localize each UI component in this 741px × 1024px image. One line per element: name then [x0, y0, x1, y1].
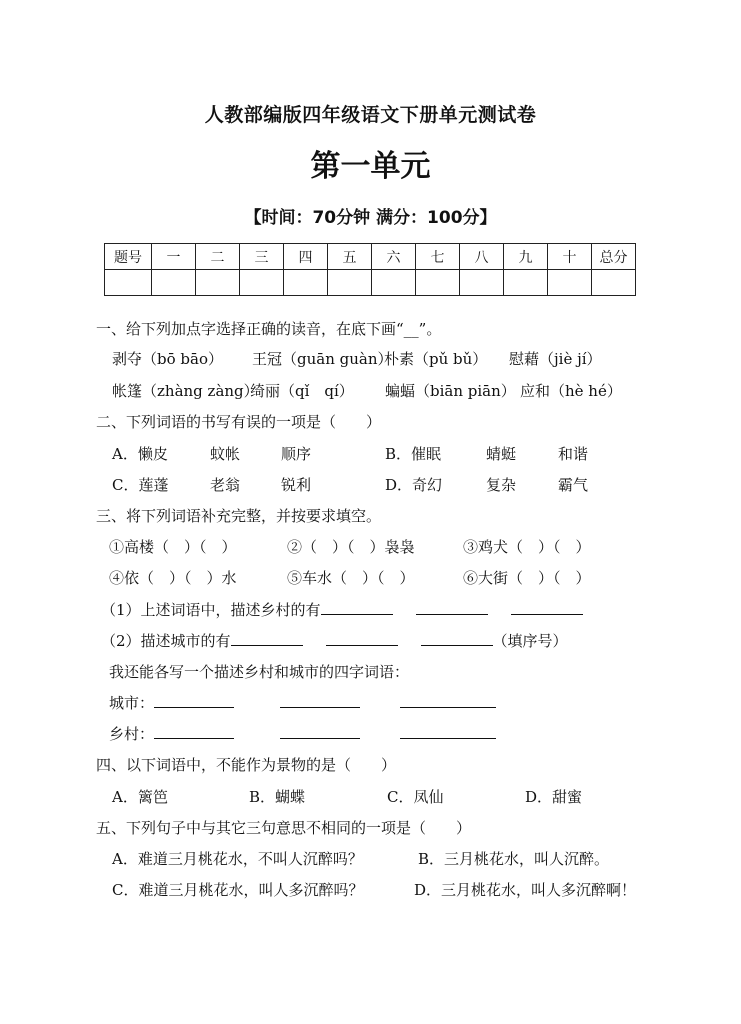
score-value-cell[interactable] — [504, 270, 548, 296]
q3-item: ⑤车水（ ）（ ） — [287, 569, 415, 587]
q2-option: 锐利 — [281, 476, 312, 494]
score-value-cell[interactable] — [592, 270, 636, 296]
q3-prompt: 三、将下列词语补充完整，并按要求填空。 — [96, 507, 382, 525]
q2-option: D．奇幻 — [385, 476, 443, 494]
time-score-info: 【时间：70分钟 满分：100分】 — [244, 208, 497, 228]
q3-sub2 — [101, 630, 568, 651]
q2-option: 蚊帐 — [210, 445, 241, 463]
q3-item: ⑥大街（ ）（ ） — [463, 569, 591, 587]
q3-sub1-label: （1）上述词语中，描述乡村的有 — [101, 601, 321, 619]
score-header-cell: 九 — [504, 244, 548, 270]
score-value-cell[interactable] — [460, 270, 504, 296]
answer-blank[interactable] — [416, 600, 488, 615]
score-value-cell[interactable] — [372, 270, 416, 296]
q1-item: 王冠（guān guàn） — [252, 350, 393, 368]
q1-item: 应和（hè hé） — [520, 382, 622, 400]
answer-blank[interactable] — [154, 724, 234, 739]
score-header-cell: 题号 — [105, 244, 152, 270]
q3-extra: 我还能各写一个描述乡村和城市的四字词语： — [109, 663, 410, 681]
score-header-cell: 四 — [284, 244, 328, 270]
q2-option: 复杂 — [486, 476, 517, 494]
score-header-cell: 八 — [460, 244, 504, 270]
score-table — [104, 243, 636, 296]
q5-option-c: C．难道三月桃花水，叫人多沉醉吗？ — [112, 881, 364, 899]
score-value-cell[interactable] — [548, 270, 592, 296]
score-value-cell[interactable] — [196, 270, 240, 296]
q3-city-row — [109, 692, 496, 713]
score-value-cell[interactable] — [416, 270, 460, 296]
q5-option-b: B．三月桃花水，叫人沉醉。 — [418, 850, 610, 868]
answer-blank[interactable] — [280, 693, 360, 708]
score-header-cell: 三 — [240, 244, 284, 270]
unit-title: 第一单元 — [310, 149, 431, 184]
q3-item: ③鸡犬（ ）（ ） — [463, 538, 591, 556]
q5-option-a: A．难道三月桃花水，不叫人沉醉吗？ — [112, 850, 363, 868]
score-table-header-row — [105, 244, 636, 270]
score-header-cell: 七 — [416, 244, 460, 270]
paper-title: 人教部编版四年级语文下册单元测试卷 — [204, 104, 537, 126]
q3-item: ④依（ ）（ ）水 — [109, 569, 237, 587]
q2-option: 蜻蜓 — [486, 445, 517, 463]
answer-blank[interactable] — [421, 631, 493, 646]
score-header-cell: 总分 — [592, 244, 636, 270]
q4-option: A．篱笆 — [112, 788, 168, 806]
q4-prompt: 四、以下词语中，不能作为景物的是（ ） — [96, 756, 397, 774]
city-label: 城市： — [109, 694, 155, 712]
score-value-cell[interactable] — [152, 270, 196, 296]
q2-option: 老翁 — [210, 476, 241, 494]
q1-item: 帐篷（zhàng zàng） — [112, 382, 259, 400]
score-header-cell: 六 — [372, 244, 416, 270]
q1-item: 剥夺（bō bāo） — [112, 350, 223, 368]
q4-option: C．凤仙 — [387, 788, 444, 806]
score-value-cell[interactable] — [240, 270, 284, 296]
q2-option: A．懒皮 — [112, 445, 168, 463]
score-header-cell: 一 — [152, 244, 196, 270]
q1-item: 慰藉（jiè jí） — [509, 350, 602, 368]
score-header-cell: 五 — [328, 244, 372, 270]
score-table-value-row — [105, 270, 636, 296]
q2-option: 霸气 — [558, 476, 589, 494]
answer-blank[interactable] — [400, 693, 496, 708]
q2-option: 和谐 — [558, 445, 589, 463]
q3-item: ②（ ）（ ）袅袅 — [287, 538, 415, 556]
answer-blank[interactable] — [154, 693, 234, 708]
q2-prompt: 二、下列词语的书写有误的一项是（ ） — [96, 413, 382, 431]
q5-option-d: D．三月桃花水，叫人多沉醉啊！ — [414, 881, 637, 899]
answer-blank[interactable] — [321, 600, 393, 615]
score-header-cell: 十 — [548, 244, 592, 270]
q1-item: 绮丽（qǐ qí） — [250, 382, 354, 400]
q3-village-row — [109, 723, 496, 744]
q3-sub2-label: （2）描述城市的有 — [101, 632, 231, 650]
q1-item: 蝙蝠（biān piān） — [385, 382, 516, 400]
answer-blank[interactable] — [280, 724, 360, 739]
village-label: 乡村： — [109, 725, 155, 743]
score-value-cell[interactable] — [284, 270, 328, 296]
answer-blank[interactable] — [326, 631, 398, 646]
score-value-cell[interactable] — [105, 270, 152, 296]
q1-prompt: 一、给下列加点字选择正确的读音，在底下画“__”。 — [96, 320, 442, 338]
q4-option: B．蝴蝶 — [249, 788, 306, 806]
q2-option: 顺序 — [281, 445, 312, 463]
q3-item: ①高楼（ ）（ ） — [109, 538, 237, 556]
score-header-cell: 二 — [196, 244, 240, 270]
q4-option: D．甜蜜 — [525, 788, 583, 806]
q5-prompt: 五、下列句子中与其它三句意思不相同的一项是（ ） — [96, 819, 472, 837]
q3-sub2-suffix: （填序号） — [492, 632, 568, 650]
q1-item: 朴素（pǔ bǔ） — [384, 350, 488, 368]
q3-sub1 — [101, 599, 583, 620]
score-value-cell[interactable] — [328, 270, 372, 296]
answer-blank[interactable] — [511, 600, 583, 615]
answer-blank[interactable] — [400, 724, 496, 739]
q2-option: C．莲蓬 — [112, 476, 169, 494]
answer-blank[interactable] — [231, 631, 303, 646]
q2-option: B．催眠 — [385, 445, 442, 463]
